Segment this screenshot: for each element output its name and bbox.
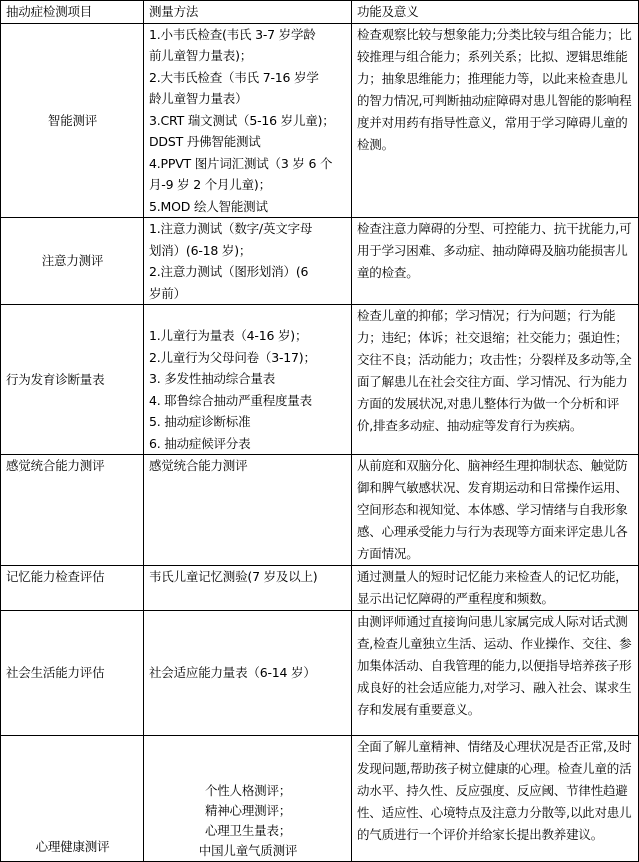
method-cell [144, 305, 352, 455]
header-significance: 功能及意义 [352, 1, 639, 24]
method-line: 4. 耶鲁综合抽动严重程度量表 [149, 392, 312, 408]
method-line: 感觉统合能力测评 [149, 458, 248, 473]
table-row [1, 23, 639, 218]
method-line: 2.注意力测试（图形划消）(6 [149, 264, 309, 279]
header-method: 测量方法 [144, 1, 352, 24]
method-line: 3.CRT 瑞文测试（5-16 岁儿童)； [149, 112, 335, 128]
table-header-row [1, 1, 639, 24]
method-line: 2.大韦氏检查（韦氏 7-16 岁学 [149, 69, 319, 85]
method-line: 岁前） [149, 285, 186, 301]
method-line: 中国儿童气质测评 [198, 843, 298, 858]
significance-cell: 检查注意力障碍的分型、可控能力、抗干扰能力,可用于学习困难、多动症、抽动障碍及脑功能损害儿童的检查。 [352, 218, 639, 305]
method-line: 精神心理测评； [204, 803, 292, 818]
method-cell [144, 566, 352, 611]
method-line: 韦氏儿童记忆测验(7 岁及以上) [149, 569, 318, 584]
significance-cell: 全面了解儿童精神、情绪及心理状况是否正常,及时发现问题,帮助孩子树立健康的心理。检查儿童的活动水平、持久性、反应强度、反应阈、节律性趋避性、适应性、心境特点及注意力分散等,以此对患儿的气质进行一个评价并给家长提出教养建议。 [352, 736, 639, 862]
method-line: 个性人格测评； [204, 783, 292, 798]
table-row [1, 455, 639, 566]
significance-cell: 由测评师通过直接询问患儿家属完成人际对话式测查,检查儿童独立生活、运动、作业操作、交往、参加集体活动、自我管理的能力,以便指导培养孩子形成良好的社会适应能力,对学习、融入社会、谋求生存和发展有重要意义。 [352, 611, 639, 736]
method-line: 3. 多发性抽动综合量表 [149, 371, 276, 386]
method-line: 划消）(6-18 岁)； [149, 242, 252, 258]
method-line: 心理卫生量表； [204, 823, 292, 838]
method-cell [144, 455, 352, 566]
method-line: 6. 抽动症候评分表 [149, 435, 251, 451]
test-item-cell: 智能测评 [1, 23, 144, 218]
method-cell [144, 23, 352, 218]
test-item-cell [1, 736, 144, 862]
table-row [1, 736, 639, 862]
method-line: 社会适应能力量表（6-14 岁） [149, 665, 316, 681]
method-line: 4.PPVT 图片词汇测试（3 岁 6 个 [149, 155, 333, 171]
method-cell [144, 611, 352, 736]
method-line: 1.小韦氏检查(韦氏 3-7 岁学龄 [149, 26, 316, 42]
table-row [1, 218, 639, 305]
test-item-cell: 行为发育诊断量表 [1, 305, 144, 455]
test-item-label: 心理健康测评 [35, 838, 110, 854]
method-cell [144, 218, 352, 305]
significance-cell: 通过测量人的短时记忆能力来检查人的记忆功能，显示出记忆障碍的严重程度和频数。 [352, 566, 639, 611]
method-line: 月-9 岁 2 个月儿童)； [149, 177, 271, 192]
method-line: 前儿童智力量表)； [149, 48, 253, 63]
method-line: 龄儿童智力量表） [149, 91, 248, 106]
method-line: 5.MOD 绘人智能测试 [149, 198, 268, 214]
test-item-cell: 社会生活能力评估 [1, 611, 144, 736]
significance-cell: 从前庭和双脑分化、脑神经生理抑制状态、触觉防御和脾气敏感状况、发育期运动和日常操作运用、空间形态和视知觉、本体感、学习情绪与自我形象感、心理承受能力与行为表现等方面来评定患儿各方面情况。 [352, 455, 639, 566]
method-line: 2.儿童行为父母问卷（3-17)； [149, 349, 316, 365]
table-row [1, 305, 639, 455]
test-item-cell: 记忆能力检查评估 [1, 566, 144, 611]
method-line: 1.注意力测试（数字/英文字母 [149, 221, 313, 236]
method-line: 1.儿童行为量表（4-16 岁)； [149, 328, 308, 343]
significance-cell: 检查观察比较与想象能力;分类比较与组合能力；比较推理与组合能力；系列关系；比拟、逻辑思维能力；抽象思维能力；推理能力等，以此来检查患儿的智力情况,可判断抽动症障碍对患儿智能的影响程度并对用药有指导性意义，常用于学习障碍儿童的检测。 [352, 23, 639, 218]
table-row [1, 611, 639, 736]
method-line: 5. 抽动症诊断标准 [149, 414, 251, 429]
significance-cell: 检查儿童的抑郁；学习情况；行为问题；行为能力；违纪；体诉；社交退缩；社交能力；强迫性；交往不良；活动能力；攻击性；分裂样及多动等,全面了解患儿在社会交往方面、学习情况、行为能力方面的发展状况,对患儿整体行为做一个分析和评价,排查多动症、抽动症等发育行为疾病。 [352, 305, 639, 455]
table-row [1, 566, 639, 611]
test-item-cell: 感觉统合能力测评 [1, 455, 144, 566]
test-item-cell: 注意力测评 [1, 218, 144, 305]
method-line: DDST 丹佛智能测试 [149, 134, 261, 149]
method-cell [144, 736, 352, 862]
header-test-item: 抽动症检测项目 [1, 1, 144, 24]
